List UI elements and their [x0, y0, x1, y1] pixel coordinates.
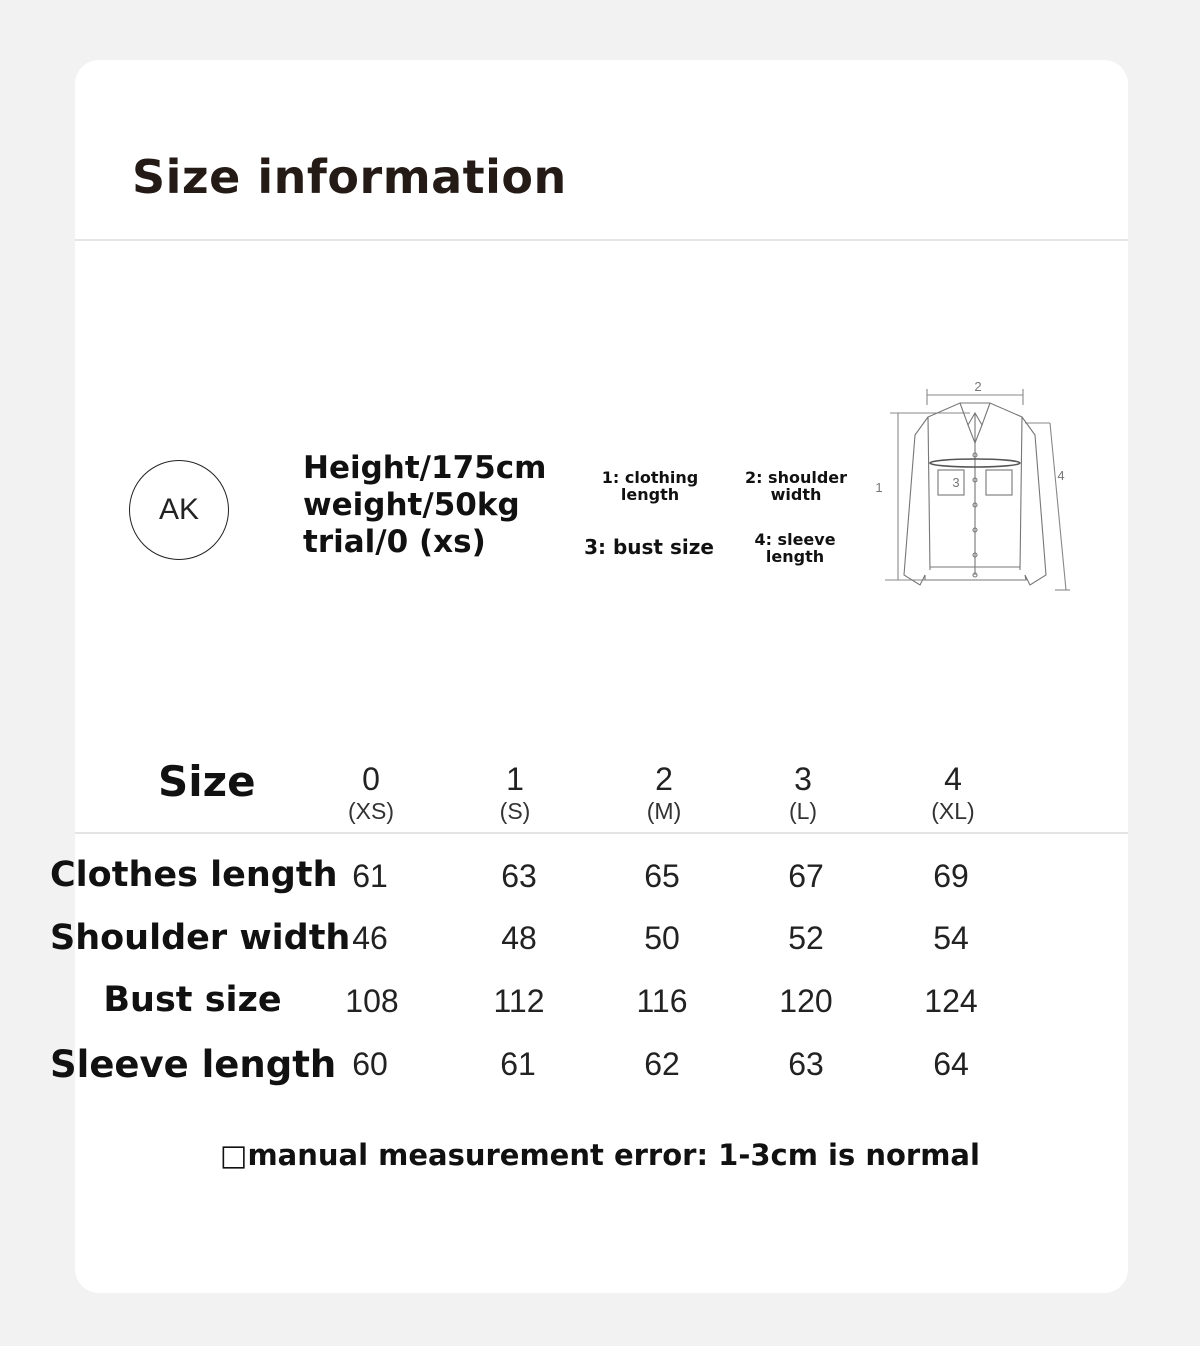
diagram-number-2: 2	[974, 379, 982, 394]
size-column-l	[753, 762, 853, 826]
legend-shoulder-width: 2: shoulder width	[744, 468, 848, 504]
diagram-number-3: 3	[952, 475, 960, 490]
table-cell: 120	[779, 983, 833, 1019]
size-number: 2	[655, 761, 673, 797]
row-label-clothes-length: Clothes length	[50, 855, 338, 895]
legend-bust-size: 3: bust size	[584, 535, 714, 559]
measurement-note: □manual measurement error: 1-3cm is normal	[220, 1138, 980, 1172]
size-number: 3	[794, 761, 812, 797]
table-cell: 61	[500, 1046, 536, 1082]
table-cell: 63	[788, 1046, 824, 1082]
row-label-sleeve-length: Sleeve length	[50, 1043, 337, 1086]
table-cell: 62	[644, 1046, 680, 1082]
table-cell: 61	[352, 858, 388, 894]
table-cell: 65	[644, 858, 680, 894]
table-cell: 52	[788, 920, 824, 956]
diagram-number-4: 4	[1057, 468, 1065, 483]
size-label: (M)	[646, 798, 682, 824]
size-label: (S)	[499, 798, 531, 824]
size-number: 0	[362, 761, 380, 797]
size-column-xs	[321, 762, 421, 826]
title-divider	[75, 239, 1128, 241]
model-trial: trial/0 (xs)	[303, 524, 486, 560]
table-header-divider	[75, 832, 1128, 834]
size-label: (XL)	[931, 798, 975, 824]
jacket-measurement-icon	[870, 375, 1080, 600]
model-info	[303, 450, 546, 561]
table-cell: 112	[493, 983, 545, 1019]
table-cell: 69	[933, 858, 969, 894]
size-number: 4	[944, 761, 962, 797]
table-cell: 48	[501, 920, 537, 956]
table-cell: 67	[788, 858, 824, 894]
size-label: (L)	[788, 798, 818, 824]
model-weight: weight/50kg	[303, 487, 520, 523]
size-column-m	[614, 762, 714, 826]
legend-sleeve-length: 4: sleeve length	[754, 530, 836, 566]
avatar	[129, 460, 229, 560]
table-cell: 46	[352, 920, 388, 956]
size-column-s	[465, 762, 565, 826]
avatar-initials: AK	[158, 493, 200, 526]
size-number: 1	[506, 761, 524, 797]
size-card	[75, 60, 1128, 1293]
model-height: Height/175cm	[303, 450, 547, 486]
size-label: (XS)	[348, 798, 394, 824]
size-header: Size	[158, 757, 256, 806]
row-label-shoulder-width: Shoulder width	[50, 918, 351, 958]
table-cell: 64	[933, 1046, 969, 1082]
table-cell: 50	[644, 920, 680, 956]
table-cell: 63	[501, 858, 537, 894]
diagram-number-1: 1	[875, 480, 883, 495]
page-title: Size information	[132, 150, 567, 204]
table-cell: 54	[933, 920, 969, 956]
legend-clothing-length: 1: clothing length	[601, 468, 699, 504]
table-cell: 116	[636, 983, 688, 1019]
size-column-xl	[903, 762, 1003, 826]
table-cell: 108	[345, 983, 399, 1019]
row-label-bust-size: Bust size	[103, 980, 282, 1020]
table-cell: 60	[352, 1046, 388, 1082]
table-cell: 124	[924, 983, 978, 1019]
